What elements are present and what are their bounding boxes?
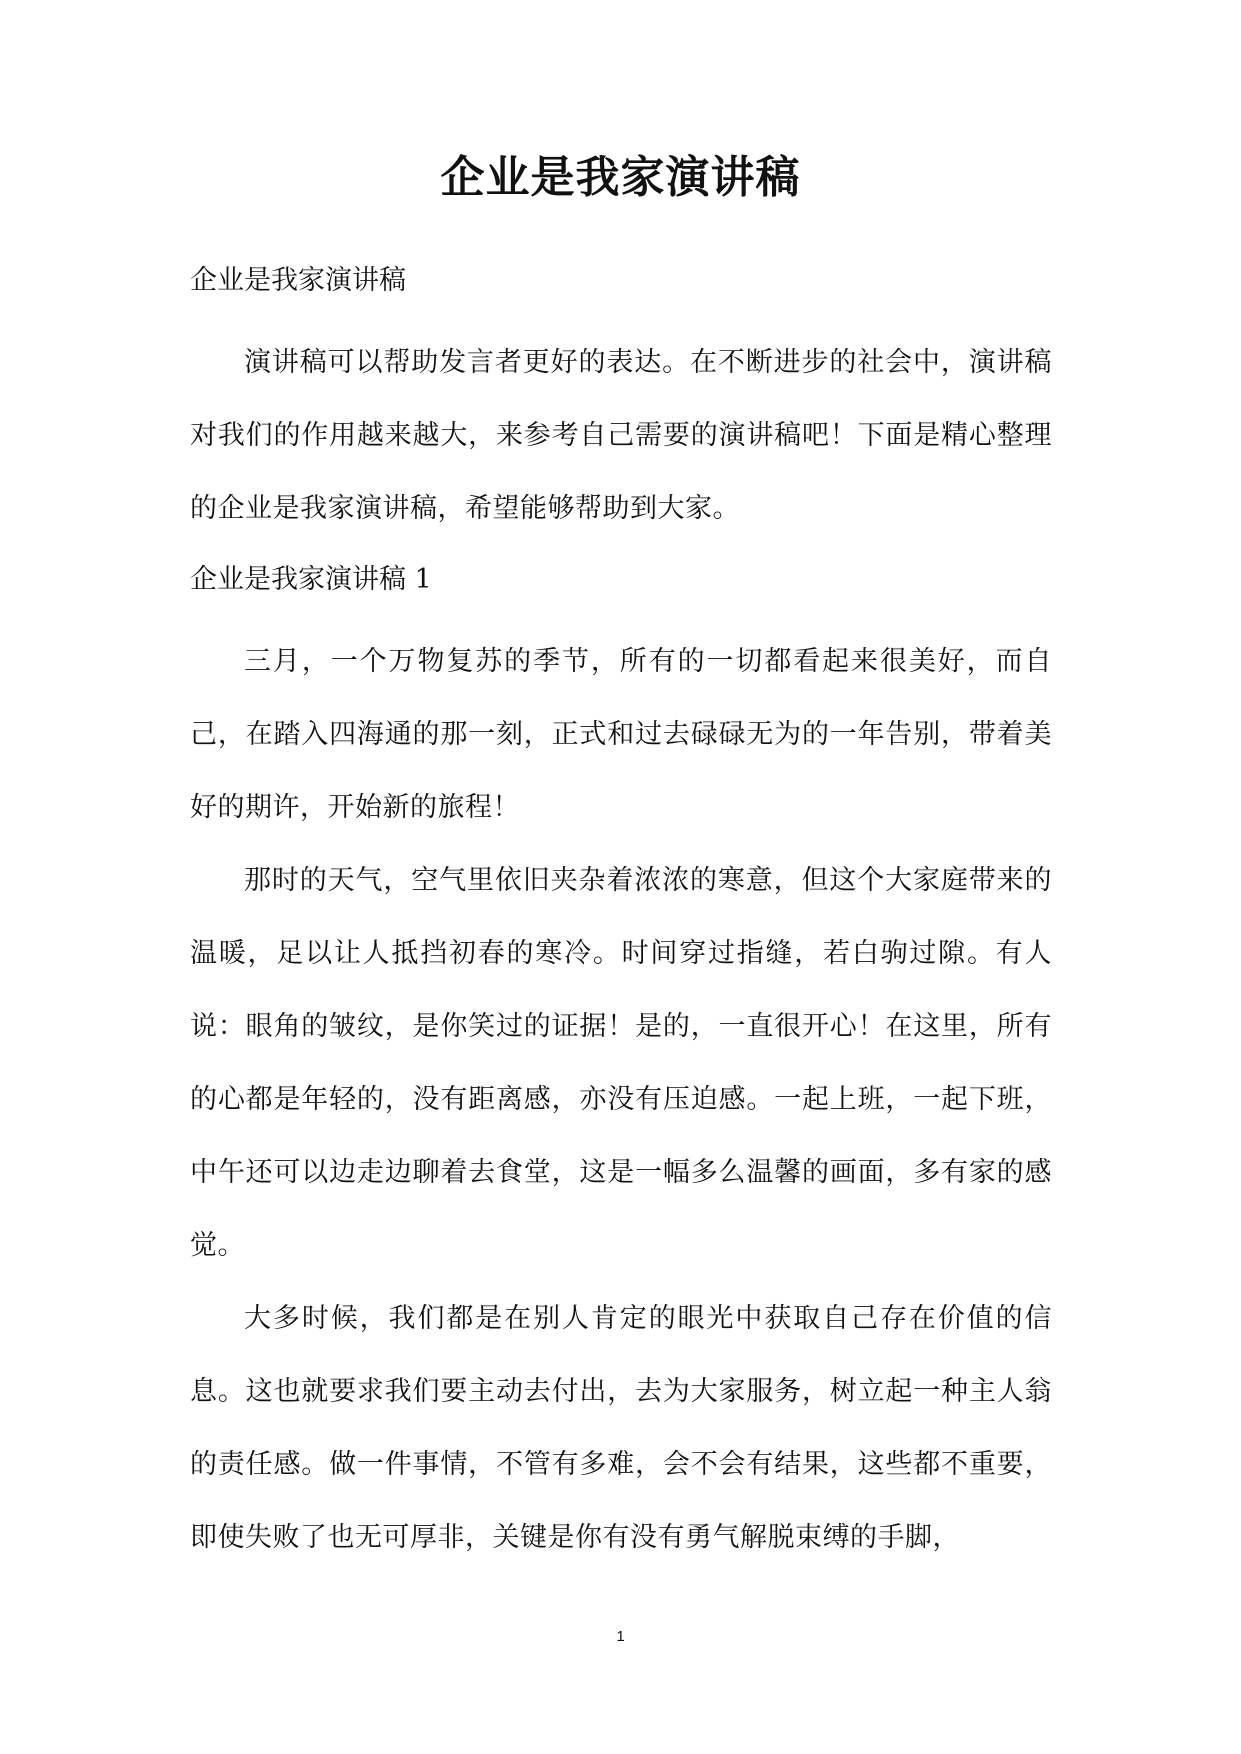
document-body bbox=[190, 252, 1052, 1574]
body-paragraph: 大多时候，我们都是在别人肯定的眼光中获取自己存在价值的信息。这也就要求我们要主动去付出，去为大家服务，树立起一种主人翁的责任感。做一件事情，不管有多难，会不会有结果，这些都不重要，即使失败了也无可厚非，关键是你有没有勇气解脱束缚的手脚， bbox=[190, 1303, 1052, 1553]
document-subtitle: 企业是我家演讲稿 bbox=[190, 265, 406, 296]
intro-paragraph: 演讲稿可以帮助发言者更好的表达。在不断进步的社会中，演讲稿对我们的作用越来越大，来参考自己需要的演讲稿吧！下面是精心整理的企业是我家演讲稿，希望能够帮助到大家。 bbox=[190, 347, 1052, 524]
body-paragraph: 那时的天气，空气里依旧夹杂着浓浓的寒意，但这个大家庭带来的温暖，足以让人抵挡初春的寒冷。时间穿过指缝，若白驹过隙。有人说：眼角的皱纹，是你笑过的证据！是的，一直很开心！在这里，所有的心都是年轻的，没有距离感，亦没有压迫感。一起上班，一起下班，中午还可以边走边聊着去食堂，这是一幅多么温馨的画面，多有家的感觉。 bbox=[190, 865, 1052, 1261]
document-title: 企业是我家演讲稿 bbox=[440, 152, 801, 203]
page-number: 1 bbox=[616, 1628, 625, 1645]
body-paragraph: 三月，一个万物复苏的季节，所有的一切都看起来很美好，而自己，在踏入四海通的那一刻，正式和过去碌碌无为的一年告别，带着美好的期许，开始新的旅程！ bbox=[190, 646, 1052, 823]
section-heading: 企业是我家演讲稿 1 bbox=[190, 564, 432, 595]
